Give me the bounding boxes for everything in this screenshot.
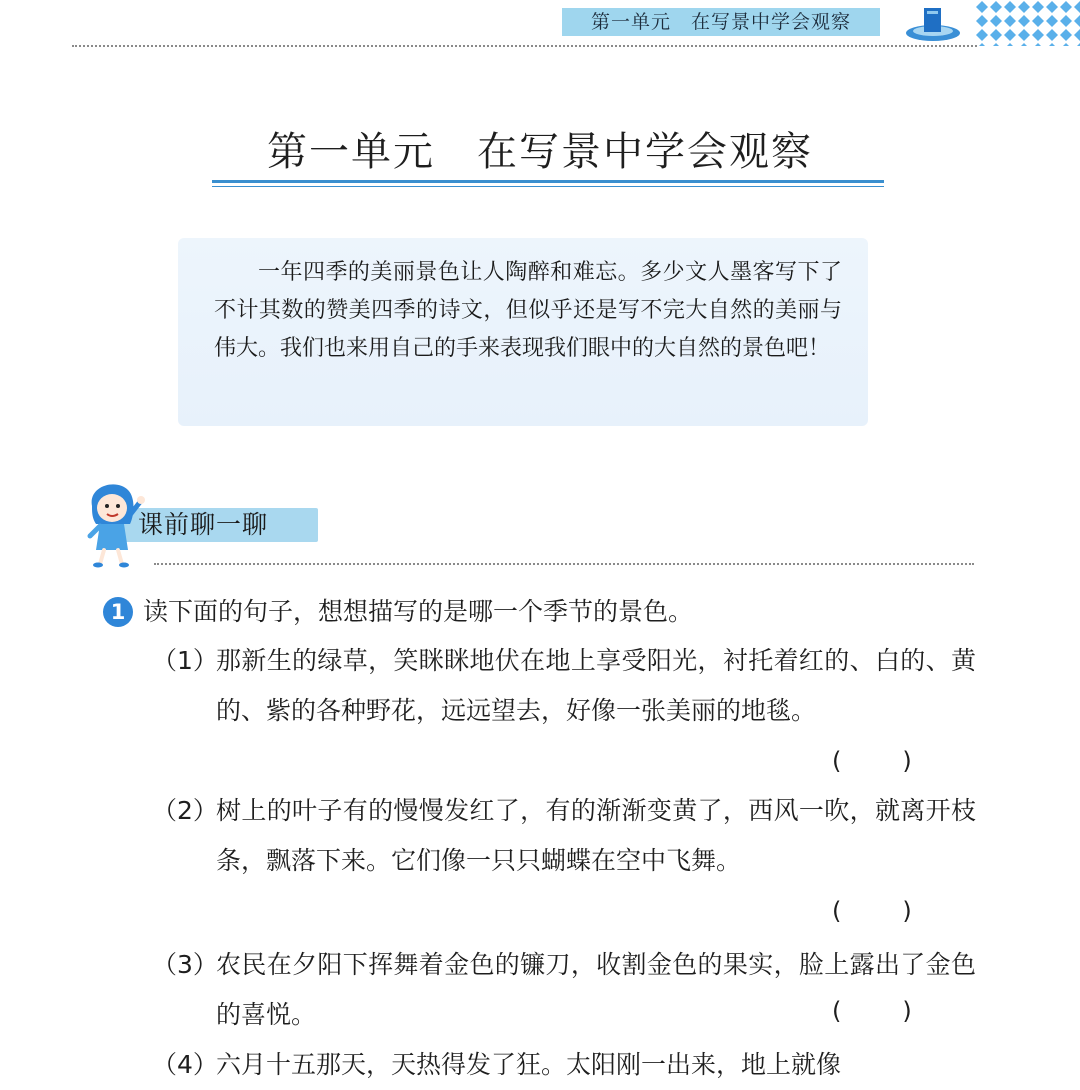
section-dotted-rule	[154, 563, 974, 565]
answer-blank[interactable]: ( )	[832, 747, 912, 775]
title-underline-thin	[212, 186, 884, 187]
item-number: （2）	[152, 796, 218, 825]
book-icon	[904, 2, 962, 42]
intro-paragraph: 一年四季的美丽景色让人陶醉和难忘。多少文人墨客写下了不计其数的赞美四季的诗文，但似乎还是写不完大自然的美丽与伟大。我们也来用自己的手来表现我们眼中的大自然的景色吧！	[214, 260, 842, 361]
section-label: 课前聊一聊	[138, 510, 269, 539]
header-dotted-rule	[72, 45, 977, 47]
item-text: 那新生的绿草，笑眯眯地伏在地上享受阳光，衬托着红的、白的、黄的、紫的各种野花，远远望去，好像一张美丽的地毯。	[216, 646, 976, 725]
item-text: 六月十五那天，天热得发了狂。太阳刚一出来，地上就像	[216, 1050, 842, 1079]
header-diamond-pattern	[975, 0, 1080, 46]
item-text: 农民在夕阳下挥舞着金色的镰刀，收割金色的果实，脸上露出了金色的喜悦。	[216, 950, 976, 1029]
title-underline	[212, 180, 884, 183]
answer-blank[interactable]: ( )	[832, 997, 912, 1025]
unit-title: 第一单元 在写景中学会观察	[267, 129, 813, 175]
answer-blank[interactable]: ( )	[832, 897, 912, 925]
running-header-title: 第一单元 在写景中学会观察	[562, 8, 880, 36]
item-text: 树上的叶子有的慢慢发红了，有的渐渐变黄了，西风一吹，就离开枝条，飘落下来。它们像一只只蝴蝶在空中飞舞。	[216, 796, 976, 875]
question-number-badge: 1	[103, 597, 133, 627]
question-prompt: 读下面的句子，想想描写的是哪一个季节的景色。	[143, 597, 694, 626]
item-number: （4）	[152, 1050, 218, 1079]
item-number: （1）	[152, 646, 218, 675]
item-number: （3）	[152, 950, 218, 979]
